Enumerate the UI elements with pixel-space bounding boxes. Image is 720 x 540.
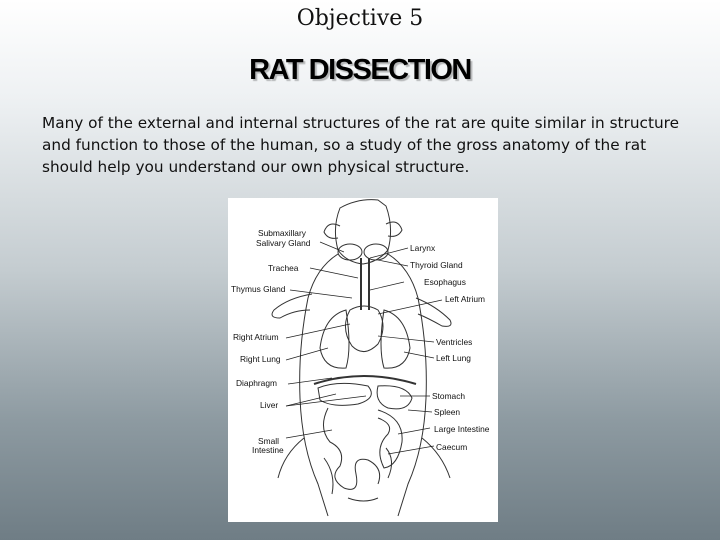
rat-head-outline (335, 200, 390, 264)
label-small: Small (258, 436, 279, 446)
label-trachea: Trachea (268, 263, 299, 273)
label-ventricles: Ventricles (436, 337, 473, 347)
label-diaphragm: Diaphragm (236, 378, 277, 388)
label-thyroid-gland: Thyroid Gland (410, 260, 463, 270)
label-liver: Liver (260, 400, 279, 410)
diaphragm-drawing (314, 376, 416, 384)
label-esophagus: Esophagus (424, 277, 466, 287)
label-spleen: Spleen (434, 407, 461, 417)
label-right-atrium: Right Atrium (233, 332, 279, 342)
label-submaxillary: Submaxillary (258, 228, 306, 238)
label-caecum: Caecum (436, 442, 468, 452)
label-larynx: Larynx (410, 243, 436, 253)
rat-anatomy-diagram (228, 198, 498, 522)
rat-anatomy-drawing (228, 198, 498, 522)
stomach-drawing (377, 386, 412, 409)
slide-title: RAT DISSECTION (249, 54, 471, 86)
left-hindlimb (278, 438, 304, 478)
objective-heading: Objective 5 (296, 6, 424, 31)
heart-drawing (345, 306, 383, 352)
label-right-lung: Right Lung (240, 354, 281, 364)
label-salivary-gland: Salivary Gland (256, 238, 311, 248)
label-stomach: Stomach (432, 391, 466, 401)
intro-paragraph: Many of the external and internal structures of the rat are quite similar in structure and function to those of the human, so a study of the gross anatomy of the rat should help you understand our own physical structure. (42, 114, 680, 176)
liver-drawing (318, 383, 371, 405)
trachea-drawing (361, 258, 369, 310)
rat-body-right-outline (388, 254, 426, 516)
label-left-atrium: Left Atrium (445, 294, 486, 304)
right-lung-drawing (320, 310, 349, 368)
label-intestine: Intestine (252, 445, 284, 455)
large-intestine-drawing (378, 410, 402, 468)
label-thymus-gland: Thymus Gland (231, 284, 286, 294)
label-left-lung: Left Lung (436, 353, 471, 363)
label-large-intestine: Large Intestine (434, 424, 490, 434)
small-intestine-drawing (323, 408, 379, 489)
